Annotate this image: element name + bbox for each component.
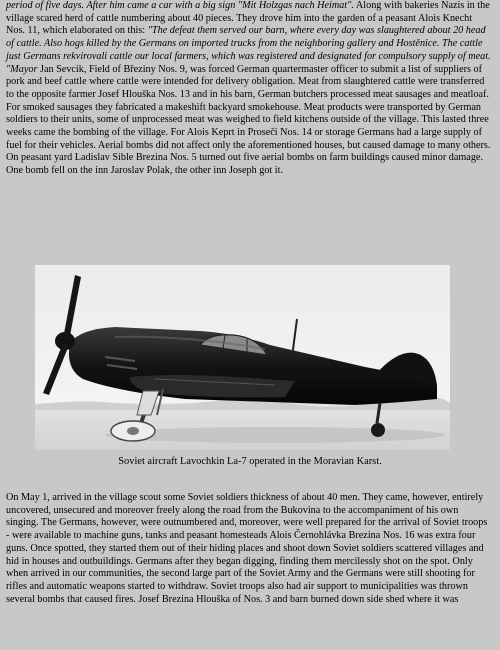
text-meat-supply: Jan Sevcik, Field of Březiny Nos. 9, was forced German quartermaster officer to submit a list of suppliers of pork and beef cattle where cattle were intended for delivery obligation. Meat from slaughtered cattle were transferred to the opposite farmer Josef Hlouška Nos. 13 and in his barn, German butchers processed meat sausages and meatloaf. For smoked sausages they fabricated a makeshift backyard smokehouse. Meat products were transported by German soldiers to their units, some of unprocessed meat was weighed to field kitchens outside of the village. This lasted three weeks came the bombing of the village. For Alois Keprt in Proseči Nos. 14 or storage Germans had a large supply of fuel for their vehicles. Aerial bombs did not affect only the aforementioned houses, but caused damage to many others. On peasant yard Ladislav Sible Brezina Nos. 5 turned out five aerial bombs on farm buildings caused minor damage. One bomb fell on the inn Jaroslav Polak, the other inn Joseph got it. <box>6 63 491 177</box>
paragraph-bombing-account <box>6 0 492 178</box>
text-italic-lead: period of five days. <box>6 0 85 11</box>
text-cattle-herd: Along with bakeries Nazis in the village scared herd of cattle numbering about 40 pieces. They drove him into the garden of a peasant Alois Knecht Nos. 11, which elaborated on this: <box>6 0 490 37</box>
photo-caption: Soviet aircraft Lavochkin La-7 operated in the Moravian Karst. <box>118 456 382 467</box>
text-italic-car-sign: After him came a car with a big sign "Mit Holzgas nach Heimat". <box>84 0 354 11</box>
text-italic-quote: "The defeat them served our barn, where every day was slaughtered about 20 head of cattle. Also hogs killed by the Germans on imported trucks from the neighboring gallery and Hostěnice. The cattle just Germans rekvirovali cattle our local farmers, which was registered and designated for compulsory supply of meat. "Mayor <box>6 25 491 75</box>
aircraft-photo <box>35 265 450 450</box>
lavochkin-la7-image <box>35 265 450 450</box>
paragraph-soviet-arrival: On May 1, arrived in the village scout some Soviet soldiers thickness of about 40 men. They came, however, entirely uncovered, unsecured and moreover freely along the road from the Bukovina to the accompaniment of his own singing. The Germans, however, were outnumbered and, moreover, were well prepared for the arrival of Soviet troops - were available to machine guns, tanks and peasant homesteads Alois Černohlávka Brezina Nos. 16 was extra four guns. Once spotted, they started them out of their hiding places and shoot down Soviet soldiers scattered villages and hid in houses and outbuildings. Germans after they began digging, finding them mercilessly shot on the spot. Only when arrived in our communities, the second large part of the Soviet Army and the Germans were still shooting for rifles and automatic weapons started to withdraw. Soviet troops also had air support to municipalities was thrown several bombs that caused fires. Josef Brezina Hlouška of Nos. 3 and barn burned down side shed where it was <box>6 492 488 605</box>
